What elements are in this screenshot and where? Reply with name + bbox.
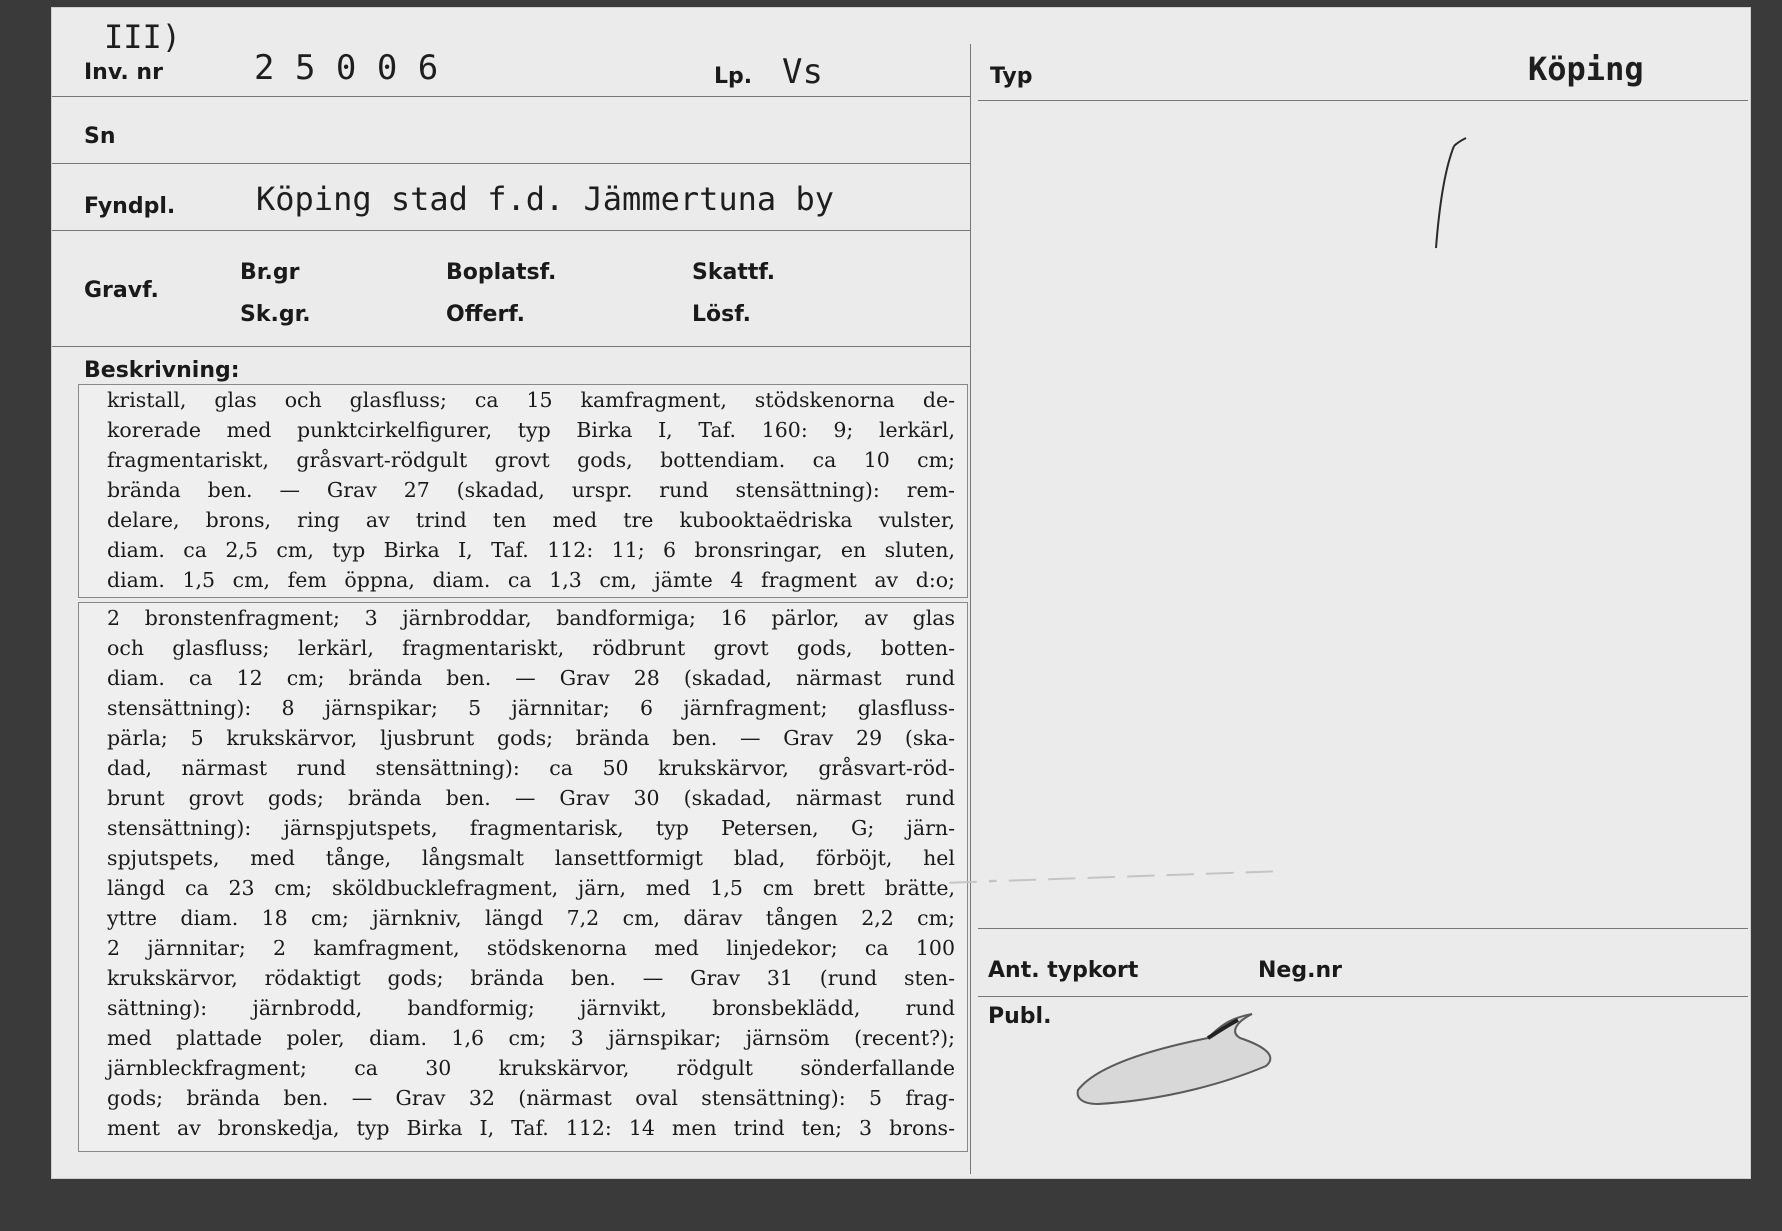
- brgr-label: Br.gr: [240, 260, 300, 285]
- description-line: spjutspets, med tånge, långsmalt lansettformigt blad, förböjt, hel: [107, 846, 955, 870]
- description-line: brunt grovt gods; brända ben. — Grav 30 (skadad, närmast rund: [107, 786, 955, 810]
- description-line: korerade med punktcirkelfigurer, typ Birka I, Taf. 160: 9; lerkärl,: [107, 418, 955, 442]
- description-line: ment av bronskedja, typ Birka I, Taf. 112: 14 men trind ten; 3 brons-: [107, 1116, 955, 1140]
- description-line: sättning): järnbrodd, bandformig; järnvikt, bronsbeklädd, rund: [107, 996, 955, 1020]
- description-line: 2 järnnitar; 2 kamfragment, stödskenorna med linjedekor; ca 100: [107, 936, 955, 960]
- lp-value: Vs: [782, 52, 823, 92]
- description-line: järnbleckfragment; ca 30 krukskärvor, rödgult sönderfallande: [107, 1056, 955, 1080]
- description-line: fragmentariskt, gråsvart-rödgult grovt gods, bottendiam. ca 10 cm;: [107, 448, 955, 472]
- description-line: delare, brons, ring av trind ten med tre kubooktaëdriska vulster,: [107, 508, 955, 532]
- inv-nr-value: 2 5 0 0 6: [254, 48, 439, 88]
- description-line: diam. 1,5 cm, fem öppna, diam. ca 1,3 cm, jämte 4 fragment av d:o;: [107, 568, 955, 592]
- boplatsf-label: Boplatsf.: [446, 260, 557, 285]
- rule-sn: [52, 163, 970, 164]
- description-line: med plattade poler, diam. 1,6 cm; 3 järnspikar; järnsöm (recent?);: [107, 1026, 955, 1050]
- series-mark: III): [104, 18, 182, 56]
- rule-publ: [978, 996, 1748, 997]
- neg-nr-label: Neg.nr: [1258, 958, 1342, 983]
- ant-typkort-label: Ant. typkort: [988, 958, 1139, 983]
- description-line: dad, närmast rund stensättning): ca 50 krukskärvor, gråsvart-röd-: [107, 756, 955, 780]
- description-line: och glasfluss; lerkärl, fragmentariskt, rödbrunt grovt gods, botten-: [107, 636, 955, 660]
- description-line: kristall, glas och glasfluss; ca 15 kamfragment, stödskenorna de-: [107, 388, 955, 412]
- object-sketch-icon: [1068, 1004, 1298, 1114]
- description-line: stensättning): järnspjutspets, fragmentarisk, typ Petersen, G; järn-: [107, 816, 955, 840]
- description-line: längd ca 23 cm; sköldbucklefragment, järn, med 1,5 cm brett brätte,: [107, 876, 955, 900]
- rule-ant: [978, 928, 1748, 929]
- rule-gravf: [52, 346, 970, 347]
- rule-fyndpl: [52, 230, 970, 231]
- description-line: yttre diam. 18 cm; järnkniv, längd 7,2 cm, därav tången 2,2 cm;: [107, 906, 955, 930]
- description-line: gods; brända ben. — Grav 32 (närmast oval stensättning): 5 frag-: [107, 1086, 955, 1110]
- catalogue-card: [52, 8, 1750, 1178]
- description-slip-upper: [78, 384, 968, 598]
- skgr-label: Sk.gr.: [240, 302, 311, 327]
- location-heading: Köping: [1528, 50, 1644, 88]
- inv-nr-label: Inv. nr: [84, 60, 163, 85]
- gravf-label: Gravf.: [84, 278, 159, 303]
- publ-label: Publ.: [988, 1004, 1052, 1029]
- description-slip-lower: [78, 602, 968, 1152]
- description-line: diam. ca 2,5 cm, typ Birka I, Taf. 112: 11; 6 bronsringar, en sluten,: [107, 538, 955, 562]
- center-divider: [970, 44, 971, 1174]
- pencil-mark-icon: [1416, 136, 1476, 256]
- description-line: pärla; 5 krukskärvor, ljusbrunt gods; brända ben. — Grav 29 (ska-: [107, 726, 955, 750]
- description-line: stensättning): 8 järnspikar; 5 järnnitar; 6 järnfragment; glasfluss-: [107, 696, 955, 720]
- skattf-label: Skattf.: [692, 260, 776, 285]
- rule-typ: [978, 100, 1748, 101]
- offerf-label: Offerf.: [446, 302, 526, 327]
- description-line: 2 bronstenfragment; 3 järnbroddar, bandformiga; 16 pärlor, av glas: [107, 606, 955, 630]
- description-line: brända ben. — Grav 27 (skadad, urspr. rund stensättning): rem-: [107, 478, 955, 502]
- sn-label: Sn: [84, 124, 116, 149]
- typ-label: Typ: [990, 64, 1033, 89]
- fyndpl-label: Fyndpl.: [84, 194, 176, 219]
- losf-label: Lösf.: [692, 302, 751, 327]
- erased-note: — - — — — — — — —: [947, 852, 1275, 899]
- beskrivning-label: Beskrivning:: [84, 358, 240, 383]
- description-line: krukskärvor, rödaktigt gods; brända ben. — Grav 31 (rund sten-: [107, 966, 955, 990]
- rule-header: [52, 96, 970, 97]
- description-line: diam. ca 12 cm; brända ben. — Grav 28 (skadad, närmast rund: [107, 666, 955, 690]
- fyndpl-value: Köping stad f.d. Jämmertuna by: [256, 180, 834, 218]
- lp-label: Lp.: [714, 64, 753, 89]
